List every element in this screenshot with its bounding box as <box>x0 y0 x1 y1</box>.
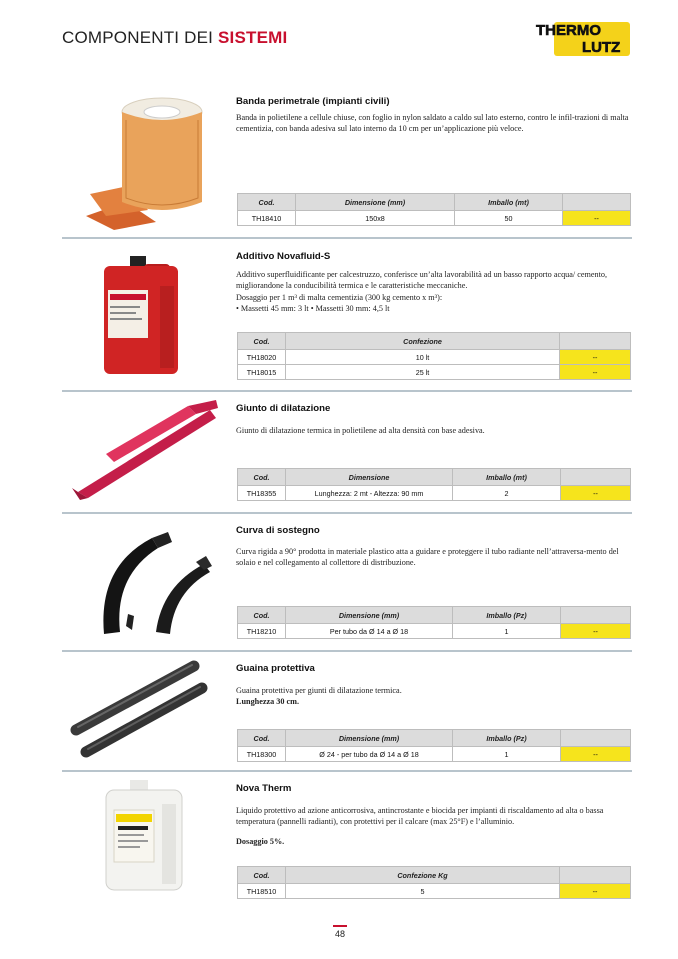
cell-dimension: Per tubo da Ø 14 a Ø 18 <box>286 624 453 639</box>
col-header <box>561 607 631 624</box>
description-text: Dosaggio per 1 m³ di malta cementizia (300 kg cemento x m³): <box>236 292 443 302</box>
col-header <box>561 469 631 486</box>
cell-price: -- <box>561 747 631 762</box>
cell-package: 5 <box>286 884 560 899</box>
col-header <box>560 333 631 350</box>
cell-price: -- <box>563 211 631 226</box>
table-header-row <box>238 333 631 350</box>
section-divider <box>62 390 632 392</box>
table-header-row <box>238 469 631 486</box>
section-divider <box>62 512 632 514</box>
cell-package: 10 lt <box>286 350 560 365</box>
svg-text:THERMO: THERMO <box>536 22 601 39</box>
product-description <box>236 805 632 847</box>
col-header: Dimensione (mm) <box>296 194 455 211</box>
product-title: Guaina protettiva <box>236 663 315 674</box>
section-divider <box>62 770 632 772</box>
description-text: Liquido protettivo ad azione anticorrosiva, antincrostante e biocida per impianti di riscaldamento ad alta o bassa temperatura (pannelli radianti), con protettivi per il calcare (max 25°F) e l’alluminio. <box>236 806 604 827</box>
cell-packaging: 50 <box>455 211 563 226</box>
col-header: Imballo (Pz) <box>453 607 561 624</box>
product-table <box>237 193 631 226</box>
guaina-protettiva-image <box>70 660 210 760</box>
col-header <box>560 867 631 884</box>
product-table <box>237 866 631 899</box>
novafluid-canister-image <box>100 256 182 376</box>
description-text: Guaina protettiva per giunti di dilatazione termica. <box>236 686 402 695</box>
cell-code: TH18300 <box>238 747 286 762</box>
col-header: Imballo (mt) <box>453 469 561 486</box>
description-text: Banda in polietilene a cellule chiuse, con foglio in nylon saldato a caldo sul lato esterno, contro le infil-trazioni di malta cementizia, con banda adesiva sul lato interno da 10 cm per un’applicazione più veloce. <box>236 113 629 134</box>
svg-text:LUTZ: LUTZ <box>582 39 621 56</box>
cell-code: TH18355 <box>238 486 286 501</box>
product-description <box>236 546 632 569</box>
col-header: Cod. <box>238 194 296 211</box>
col-header: Cod. <box>238 867 286 884</box>
col-header: Imballo (mt) <box>455 194 563 211</box>
section-divider <box>62 237 632 239</box>
cell-code: TH18510 <box>238 884 286 899</box>
table-row <box>238 211 631 226</box>
page-header-title <box>62 28 287 48</box>
col-header: Dimensione <box>286 469 453 486</box>
table-header-row <box>238 730 631 747</box>
col-header <box>563 194 631 211</box>
description-text: Giunto di dilatazione termica in polietilene ad alta densità con base adesiva. <box>236 426 485 435</box>
cell-packaging: 1 <box>453 624 561 639</box>
description-text: • Massetti 45 mm: 3 lt • Massetti 30 mm: 4,5 lt <box>236 304 390 314</box>
thermolutz-logo <box>532 20 632 56</box>
product-title: Nova Therm <box>236 783 292 794</box>
table-header-row <box>238 607 631 624</box>
product-description <box>236 112 632 135</box>
table-row <box>238 747 631 762</box>
cell-price: -- <box>560 350 631 365</box>
product-title: Banda perimetrale (impianti civili) <box>236 96 390 107</box>
banda-perimetrale-image <box>86 90 210 230</box>
table-row <box>238 624 631 639</box>
col-header: Dimensione (mm) <box>286 730 453 747</box>
product-description <box>236 269 632 315</box>
product-table <box>237 468 631 501</box>
col-header: Cod. <box>238 333 286 350</box>
table-row <box>238 486 631 501</box>
col-header: Dimensione (mm) <box>286 607 453 624</box>
col-header: Confezione Kg <box>286 867 560 884</box>
col-header: Imballo (Pz) <box>453 730 561 747</box>
cell-price: -- <box>560 365 631 380</box>
table-header-row <box>238 194 631 211</box>
col-header: Confezione <box>286 333 560 350</box>
cell-price: -- <box>560 884 631 899</box>
description-text: Additivo superfluidificante per calcestruzzo, conferisce un’alta lavorabilità ad un basso rapporto acqua/ cemento, migliorandone la conducibilità termica e le caratteristiche meccaniche. <box>236 270 608 291</box>
header-title-light: COMPONENTI DEI <box>62 28 219 47</box>
cell-code: TH18410 <box>238 211 296 226</box>
page-number-marker <box>333 925 347 927</box>
cell-price: -- <box>561 624 631 639</box>
product-title: Additivo Novafluid-S <box>236 251 331 262</box>
product-description <box>236 425 632 436</box>
cell-dimension: Lunghezza: 2 mt - Altezza: 90 mm <box>286 486 453 501</box>
table-header-row <box>238 867 631 884</box>
col-header: Cod. <box>238 469 286 486</box>
cell-price: -- <box>561 486 631 501</box>
cell-package: 25 lt <box>286 365 560 380</box>
product-table <box>237 729 631 762</box>
col-header: Cod. <box>238 607 286 624</box>
cell-packaging: 1 <box>453 747 561 762</box>
giunto-dilatazione-image <box>70 400 220 500</box>
col-header <box>561 730 631 747</box>
description-bold: Dosaggio 5%. <box>236 836 285 846</box>
description-bold: Lunghezza 30 cm. <box>236 697 299 707</box>
cell-code: TH18020 <box>238 350 286 365</box>
cell-packaging: 2 <box>453 486 561 501</box>
product-title: Curva di sostegno <box>236 525 320 536</box>
table-row <box>238 365 631 380</box>
header-title-bold: SISTEMI <box>218 28 288 47</box>
section-divider <box>62 650 632 652</box>
cell-code: TH18015 <box>238 365 286 380</box>
table-row <box>238 884 631 899</box>
cell-dimension: Ø 24 - per tubo da Ø 14 a Ø 18 <box>286 747 453 762</box>
description-text: Curva rigida a 90° prodotta in materiale plastico atta a guidare e proteggere il tubo radiante nell’attraversa-mento del solaio e nel collegamento al collettore di distribuzione. <box>236 547 619 568</box>
product-table <box>237 332 631 380</box>
product-title: Giunto di dilatazione <box>236 403 331 414</box>
page-number: 48 <box>334 929 345 939</box>
nova-therm-canister-image <box>104 780 184 892</box>
cell-dimension: 150x8 <box>296 211 455 226</box>
product-table <box>237 606 631 639</box>
curva-sostegno-image <box>92 526 214 638</box>
table-row <box>238 350 631 365</box>
col-header: Cod. <box>238 730 286 747</box>
product-description <box>236 685 632 708</box>
cell-code: TH18210 <box>238 624 286 639</box>
